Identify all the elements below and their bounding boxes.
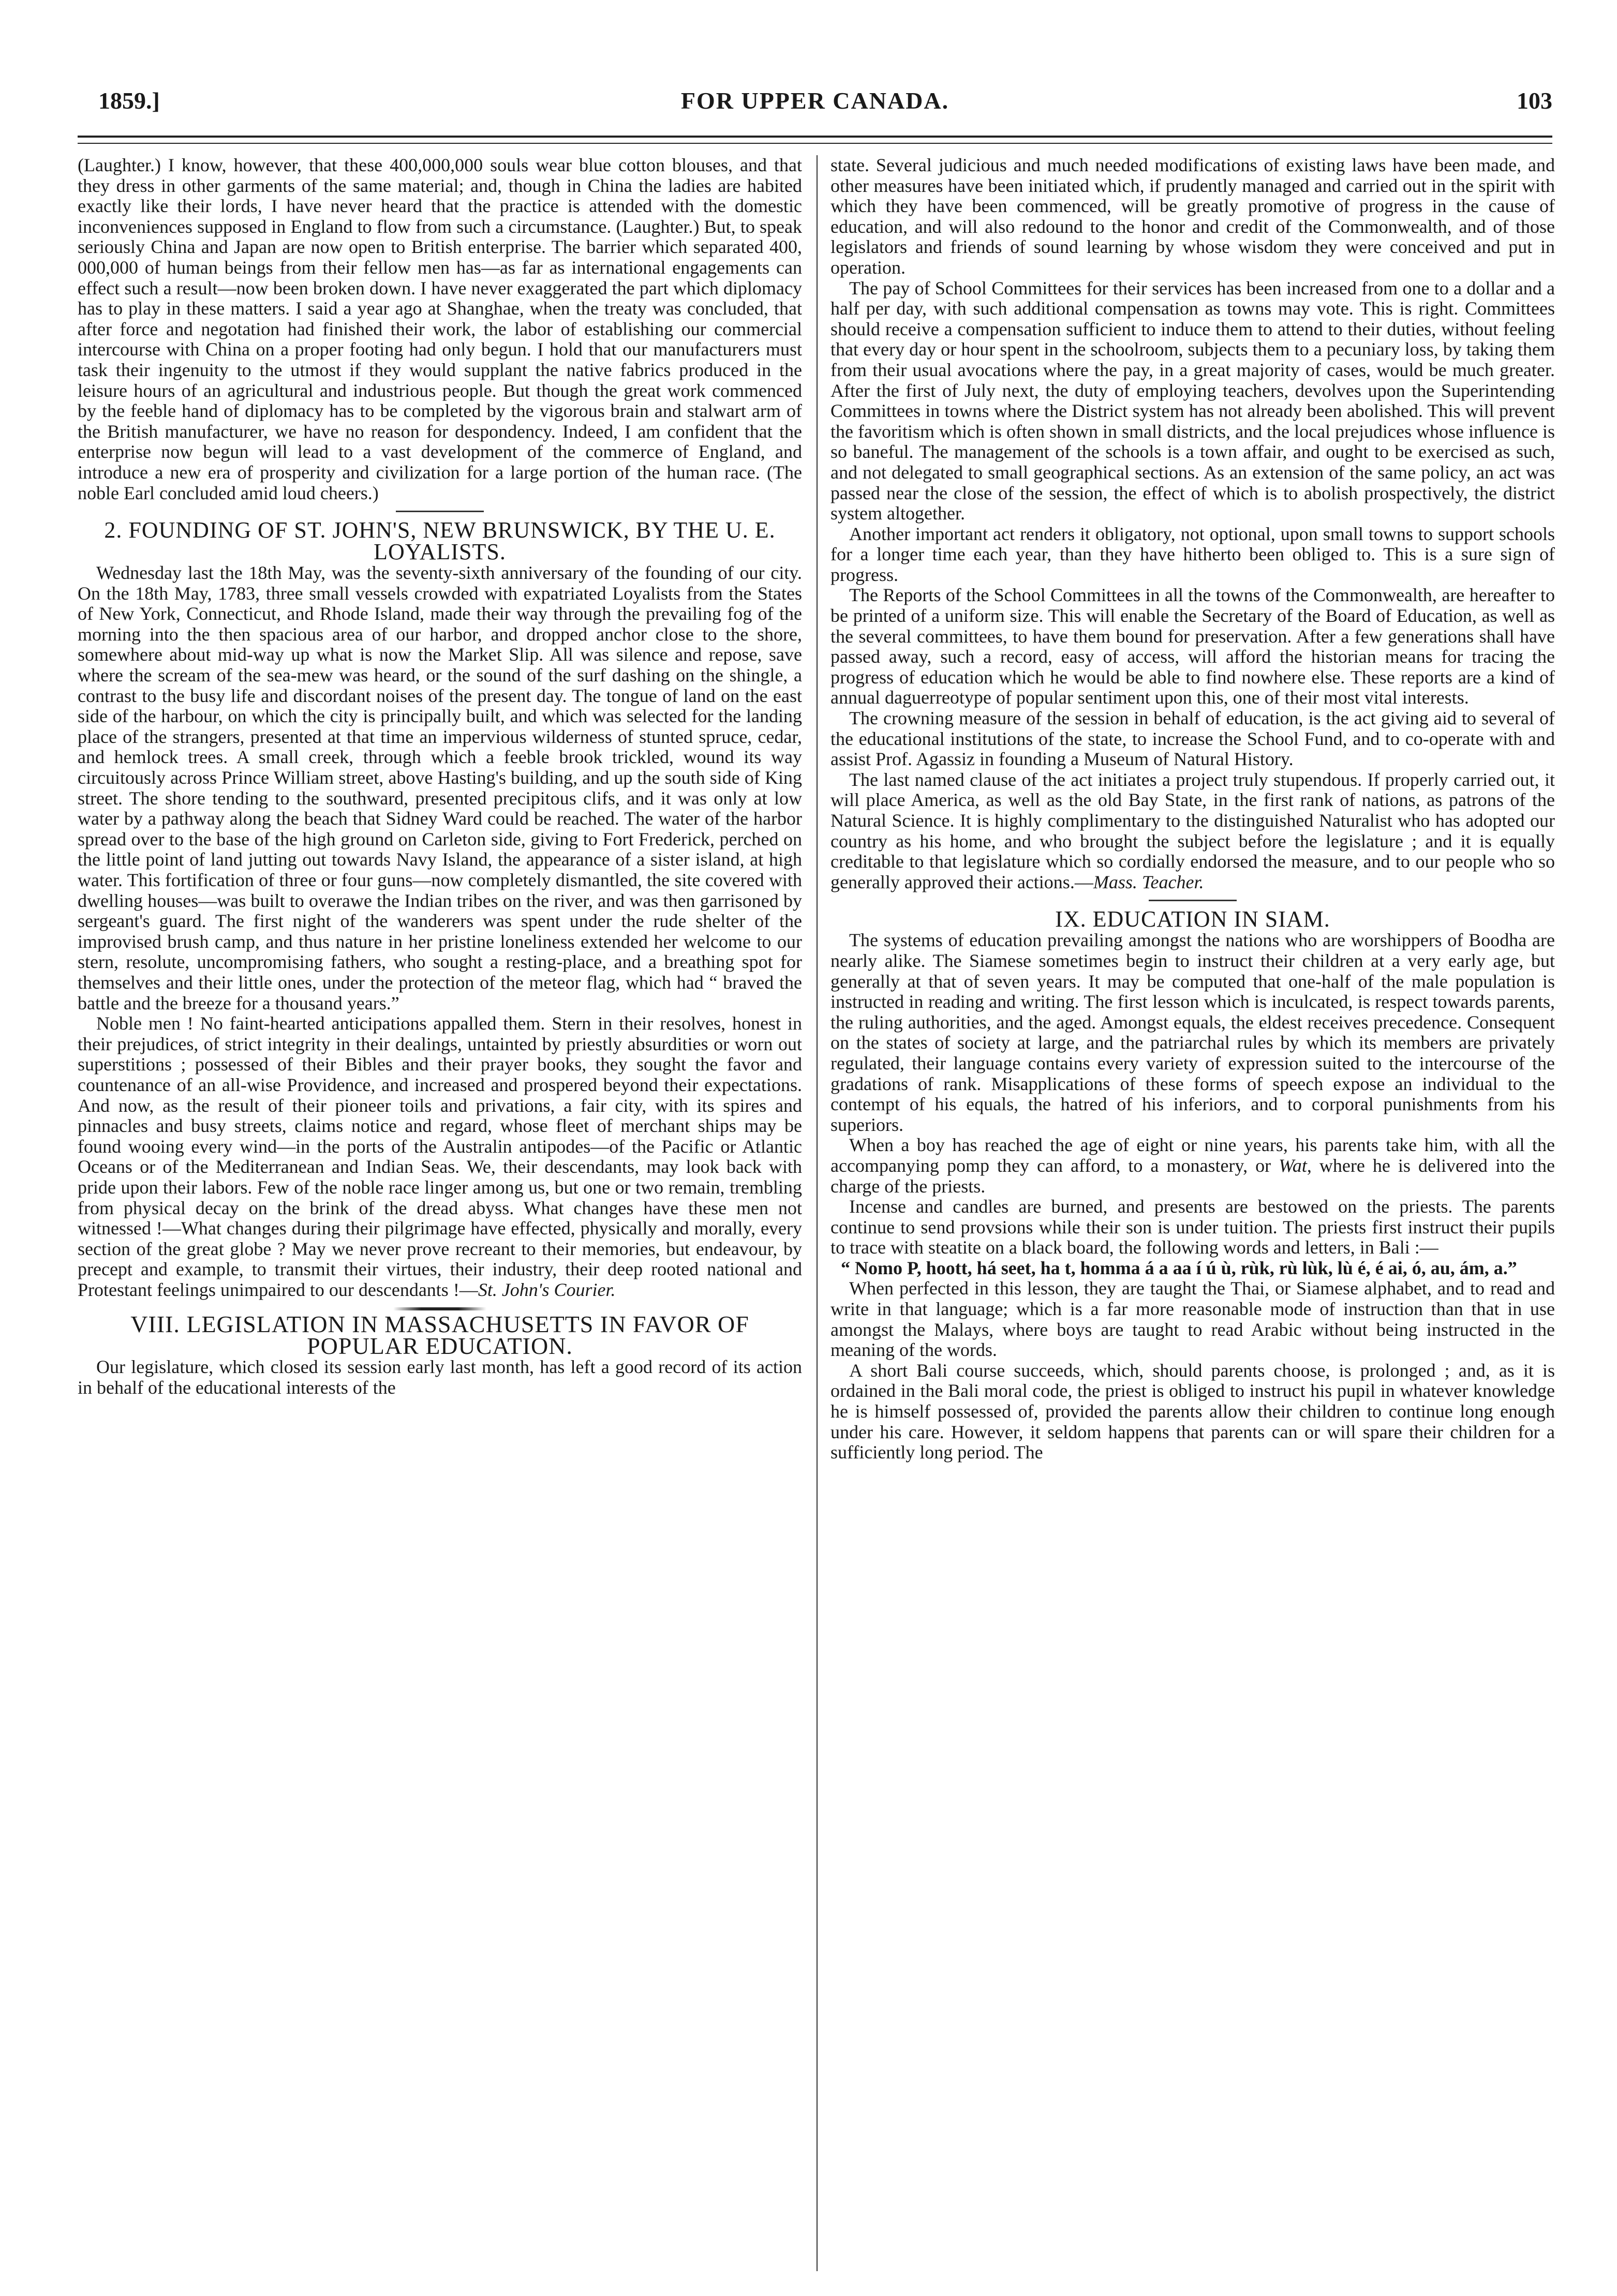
paragraph: (Laughter.) I know, however, that these 400,000,000 souls wear blue cotton blouses, and that they dress in other garments of the same material; and, though in China the ladies are habited exactly like their lords, I have never heard that the practice is attended with the domestic inconveniences supposed in England to flow from such a circumstance. (Laughter.) But, to speak seriously China and Japan are now open to British enterprise. The barrier which separated 400, 000,000 of human beings from their fellow men has—as far as international engagements can effect such a result—now been broken down. I have never exaggerated the part which diplomacy has to play in these matters. I said a year ago at Shanghae, when the treaty was concluded, that after force and negotation had finished their work, the labor of establishing our commercial intercourse with China on a proper footing had only begun. I hold that our manufacturers must task their ingenuity to the utmost if they would supplant the native fabrics produced in the leisure hours of an agricultural and industrious people. But though the great work commenced by the feeble hand of diplomacy has to be completed by the vigorous brain and stalwart arm of the British manufacturer, we have no reason for despondency. Indeed, I am confident that the enterprise now begun will lead to a vast development of the commerce of England, and introduce a new era of prosperity and civilization for a large portion of the human race. (The noble Earl concluded amid loud cheers.) xyxy=(78,155,802,503)
paragraph: The crowning measure of the session in behalf of education, is the act giving aid to several of the educational institutions of the state, to increase the School Fund, and to co-operate with and assist Prof. Agassiz in founding a Museum of Natural History. xyxy=(830,708,1555,770)
header-rule-thick xyxy=(78,136,1552,138)
section-heading: 2. FOUNDING OF ST. JOHN'S, NEW BRUNSWICK, BY THE U. E. LOYALISTS. xyxy=(104,517,776,565)
left-column xyxy=(78,155,802,2276)
paragraph: When a boy has reached the age of eight or nine years, his parents take him, with all the accompanying pomp they can afford, to a monastery, or Wat, where he is delivered into the charge of the priests. xyxy=(830,1135,1555,1197)
source-citation: Mass. Teacher. xyxy=(1093,871,1204,892)
paragraph: Noble men ! No faint-hearted anticipations appalled them. Stern in their resolves, honest in their prejudices, of strict integrity in their dealings, untainted by priestly absurdities or worn out superstitions ; possessed of their Bibles and their prayer books, they sought the favor and countenance of an all-wise Providence, and increased and prospered beyond their expectations. And now, as the result of their pioneer toils and privations, a fair city, with its spires and pinnacles and busy streets, claims notice and regard, whose fleet of merchant ships may be found wooing every wind—in the ports of the Australin antipodes—of the Pacific or Atlantic Oceans or of the Mediterranean and Indian Seas. We, their descendants, may look back with pride upon their labors. Few of the noble race linger among us, but one or two remain, trembling from physical decay on the brink of the dread abyss. What changes have these men not witnessed !—What changes during their pilgrimage have effected, physically and morally, every section of the great globe ? May we never prove recreant to their memories, but endeavour, by precept and example, to transmit their virtues, their industry, their deep rooted national and Protestant feelings unimpaired to our descendants !—St. John's Courier. xyxy=(78,1013,802,1300)
paragraph: The pay of School Committees for their services has been increased from one to a dollar and a half per day, with such additional compensation as towns may vote. This is right. Committees should receive a compensation sufficient to induce them to attend to their duties, without feeling that every day or hour spent in the schoolroom, subjects them to a pecuniary loss, by taking them from their usual avocations where the pay, in a great majority of cases, would be much greater. After the first of July next, the duty of employing teachers, devolves upon the Superintending Committees in towns where the District system has not already been abolished. This will prevent the favoritism which is often shown in small districts, and the local prejudices whose influence is so baneful. The management of the schools is a town affair, and ought to be exercised as such, and not delegated to small geographical sections. As an extension of the same policy, an act was passed near the close of the session, the effect of which is to abolish prospectively, the district system altogether. xyxy=(830,277,1555,524)
paragraph: Incense and candles are burned, and presents are bestowed on the priests. The parents continue to send provsions while their son is under tuition. The priests first instruct their pupils to trace with steatite on a black board, the following words and letters, in Bali :— xyxy=(830,1196,1555,1258)
running-header xyxy=(78,87,1552,123)
header-rule-thin xyxy=(78,143,1552,144)
paragraph: The Reports of the School Committees in all the towns of the Commonwealth, are hereafter to be printed of a uniform size. This will enable the Secretary of the Board of Education, as well as the several committees, to have them bound for preservation. After a few generations shall have passed away, such a record, easy of access, will afford the historian means for tracing the progress of education which he would be able to find nowhere else. These reports are a kind of annual daguerreotype of popular sentiment upon this, one of their most vital interests. xyxy=(830,585,1555,708)
source-citation: St. John's Courier. xyxy=(478,1279,616,1300)
right-column xyxy=(830,155,1555,2276)
column-divider xyxy=(817,155,818,2271)
header-page-number: 103 xyxy=(1517,87,1552,114)
section-heading: IX. EDUCATION IN SIAM. xyxy=(1055,906,1330,932)
section-separator xyxy=(1149,900,1237,901)
paragraph: state. Several judicious and much needed modifications of existing laws have been made, and other measures have been initiated which, if prudently managed and carried out in the spirit with which they have been commenced, will be greatly promotive of progress in the cause of education, and will also redound to the honor and credit of the Commonwealth, and of those legislators and friends of sound learning by whose wisdom they were conceived and put in operation. xyxy=(830,155,1555,278)
bali-verse: “ Nomo P, hoott, há seet, ha t, homma á a aa í ú ù, rùk, rù lùk, lù é, é ai, ó, au, ám, a.” xyxy=(841,1257,1517,1278)
paragraph: Another important act renders it obligatory, not optional, upon small towns to support schools for a longer time each year, than they have hitherto been obliged to. This is a sure sign of progress. xyxy=(830,523,1555,585)
paragraph: When perfected in this lesson, they are taught the Thai, or Siamese alphabet, and to read and write in that language; which is a far more reasonable mode of instruction than that in use amongst the Malays, where boys are taught to read Arabic without being instructed in the meaning of the words. xyxy=(830,1278,1555,1361)
paragraph: Our legislature, which closed its session early last month, has left a good record of its action in behalf of the educational interests of the xyxy=(78,1356,802,1398)
section-heading: VIII. LEGISLATION IN MASSACHUSETTS IN FAVOR OF POPULAR EDUCATION. xyxy=(130,1311,749,1360)
paragraph: Wednesday last the 18th May, was the seventy-sixth anniversary of the founding of our city. On the 18th May, 1783, three small vessels crowded with expatriated Loyalists from the States of New York, Connecticut, and Rhode Island, made their way through the prevailing fog of the morning into the then spacious area of our harbor, and dropped anchor close to the shore, somewhere about mid-way up what is now the Market Slip. All was silence and repose, save where the scream of the sea-mew was heard, or the sound of the surf dashing on the shingle, a contrast to the busy life and discordant noises of the present day. The tongue of land on the east side of the harbour, on which the city is principally built, and which was selected for the landing place of the strangers, presented at that time an impervious wilderness of stunted spruce, cedar, and hemlock trees. A small creek, through which a feeble brook trickled, wound its way circuitously across Prince William street, above Hasting's building, and up the south side of King street. The shore tending to the southward, presented precipitous clifs, and it was only at low water by a pathway along the beach that Sidney Ward could be reached. The water of the harbor spread over to the base of the high ground on Carleton side, giving to Fort Frederick, perched on the little point of land jutting out towards Navy Island, the appearance of a sister island, at high water. This fortification of three or four guns—now completely dismantled, the site covered with dwelling houses—was built to overawe the Indian tribes on the river, and was then garrisoned by sergeant's guard. The first night of the wanderers was spent under the rude shelter of the improvised brush camp, and thus nature in her pristine loneliness extended her welcome to our stern, resolute, uncompromising fathers, who sought a resting-place, and a breathing spot for themselves and their little ones, under the protection of the meteor flag, which had “ braved the battle and the breeze for a thousand years.” xyxy=(78,562,802,1013)
header-year: 1859.] xyxy=(98,87,160,114)
section-separator xyxy=(393,1307,486,1310)
paragraph: The last named clause of the act initiates a project truly stupendous. If properly carried out, it will place America, as well as the old Bay State, in the first rank of nations, as patrons of the Natural Science. It is highly complimentary to the distinguished Naturalist who has adopted our country as his home, and who brought the subject before the legislature ; and it is equally creditable to that legislature which so cordially endorsed the measure, and to our people who so generally approved their actions.—Mass. Teacher. xyxy=(830,769,1555,892)
paragraph: The systems of education prevailing amongst the nations who are worshippers of Boodha are nearly alike. The Siamese sometimes begin to instruct their children at a very early age, but generally at that of seven years. It may be computed that one-half of the male population is instructed in reading and writing. The first lesson which is inculcated, is respect towards parents, the ruling authorities, and the aged. Amongst equals, the eldest receives precedence. Consequent on the states of society at large, and the patriarchal rules by which its members are privately regulated, their language contains every variety of expression suited to the intercourse of the gradations of rank. Misapplications of these forms of speech expose an individual to the contempt of his equals, the hatred of his inferiors, and to corporal punishments from his superiors. xyxy=(830,930,1555,1135)
header-running-title: FOR UPPER CANADA. xyxy=(680,87,950,114)
paragraph: A short Bali course succeeds, which, should parents choose, is prolonged ; and, as it is ordained in the Bali moral code, the priest is obliged to instruct his pupil in whatever knowledge he is himself possessed of, provided the parents allow their children to continue long enough under his care. However, it seldom happens that parents can or will spare their children for a sufficiently long period. The xyxy=(830,1360,1555,1463)
section-separator xyxy=(396,511,484,512)
